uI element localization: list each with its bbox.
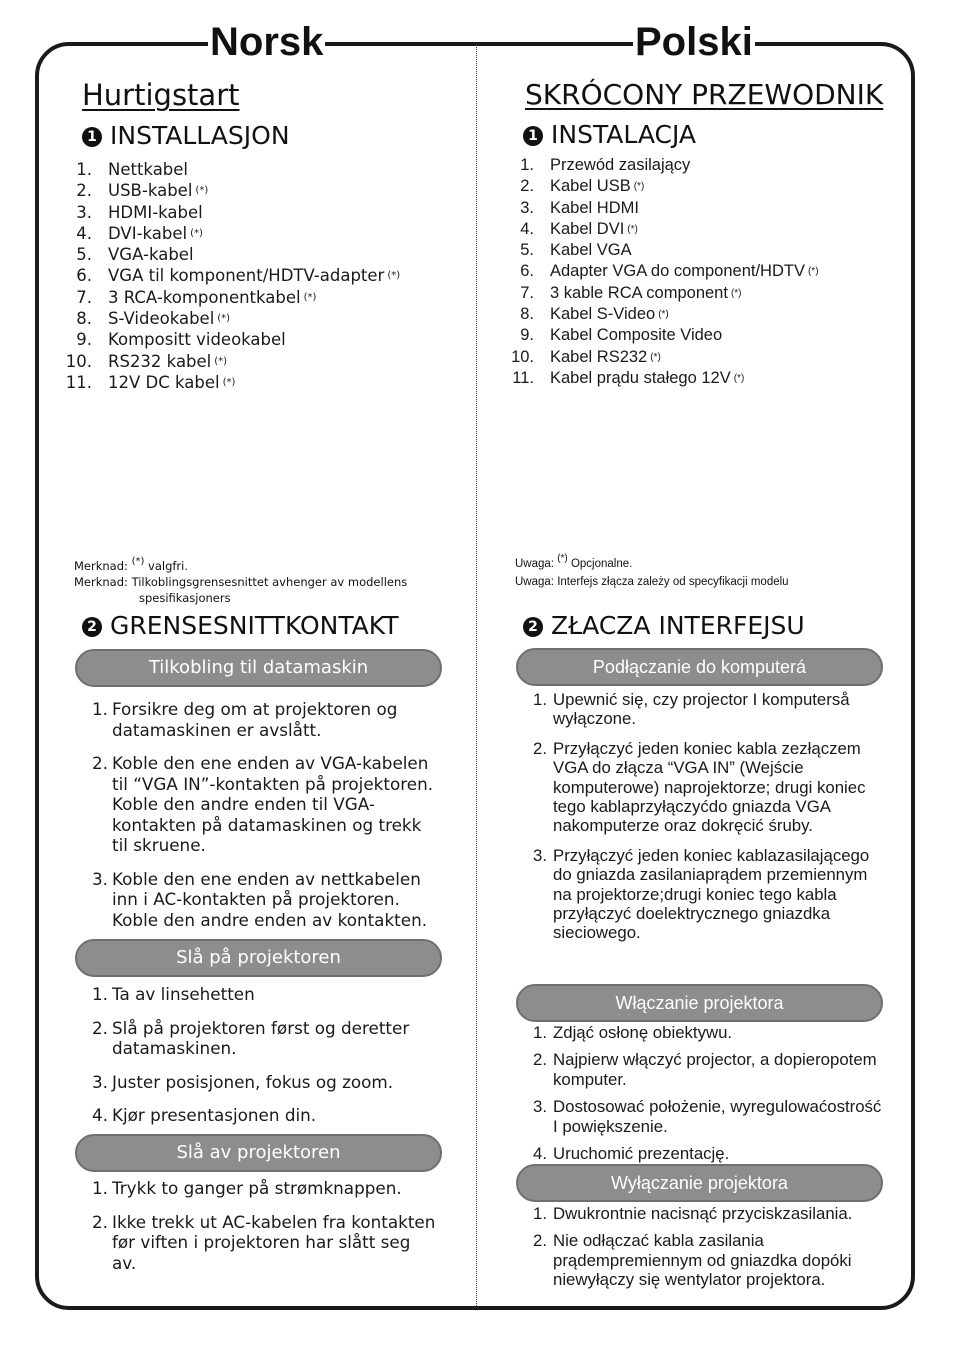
item-label: RS232 kabel bbox=[108, 351, 212, 371]
installation-item: 6. Adapter VGA do component/HDTV (*) bbox=[502, 261, 819, 282]
note-interface: Merknad: Tilkoblingsgrensesnittet avhenger av modellens bbox=[74, 575, 408, 589]
step-text: Trykk to ganger på strømknappen. bbox=[112, 1178, 402, 1198]
section-title: INSTALLASJON bbox=[110, 121, 290, 150]
installation-item: 7. 3 kable RCA component (*) bbox=[502, 283, 819, 304]
installation-items-list bbox=[60, 159, 400, 393]
step-item: 2. Nie odłączać kabla zasilania prądempremiennym od gniazdka dopóki niewyłączy się wentylator projektora. bbox=[533, 1231, 883, 1289]
bar-power-off: Slå av projektoren bbox=[75, 1134, 442, 1172]
step-text: Przyłączyć jeden koniec kabla zezłączem VGA do złącza “VGA IN” (Wejście komputerowe) naprojektorze; drugi koniec tego kablaprzyłączyćdo gniazda VGA nakomputerze oraz dokręcić śruby. bbox=[553, 738, 866, 836]
installation-item: 2. Kabel USB (*) bbox=[502, 176, 819, 197]
step-item: 1. Ta av linsehetten bbox=[92, 984, 437, 1005]
installation-item: 3. HDMI-kabel bbox=[76, 202, 203, 222]
item-label: Kabel VGA bbox=[550, 241, 632, 260]
installation-item: 5. Kabel VGA bbox=[502, 240, 819, 261]
item-label: 12V DC kabel bbox=[108, 372, 220, 392]
note-interface-cont: spesifikasjoners bbox=[139, 591, 231, 605]
bar-connect-computer: Tilkobling til datamaskin bbox=[75, 649, 442, 687]
installation-item: 7. 3 RCA-komponentkabel (*) bbox=[76, 287, 317, 307]
item-label: 3 kable RCA component bbox=[550, 283, 728, 302]
step-item: 3. Dostosować położenie, wyregulowaćostrość I powiększenie. bbox=[533, 1097, 882, 1136]
step-text: Nie odłączać kabla zasilania prądempremiennym od gniazdka dopóki niewyłączy się wentylator projektora. bbox=[553, 1231, 852, 1290]
step-item: 1. Dwukrontnie nacisnąć przyciskzasilania. bbox=[533, 1204, 883, 1223]
installation-items-list bbox=[502, 155, 819, 389]
section-installation-heading bbox=[523, 120, 696, 149]
section-number-badge: 1 bbox=[82, 127, 102, 147]
item-label: Kabel RS232 bbox=[550, 347, 648, 366]
step-text: Juster posisjonen, fokus og zoom. bbox=[112, 1071, 394, 1092]
optional-marker: (*) bbox=[217, 313, 231, 325]
step-item: 3. Koble den ene enden av nettkabelen inn i AC-kontakten på projektoren. Koble den andre enden av kontakten. bbox=[92, 869, 437, 931]
step-item: 1. Upewnić się, czy projector I komputerså wyłączone. bbox=[533, 690, 883, 729]
section-number-badge: 2 bbox=[82, 617, 102, 637]
installation-item: 9. Kompositt videokabel bbox=[76, 330, 286, 350]
installation-item: 1. Nettkabel bbox=[76, 160, 189, 179]
item-label: S-Videokabel bbox=[108, 309, 215, 329]
step-text: Upewnić się, czy projector I komputerså wyłączone. bbox=[553, 690, 850, 729]
section-interface-heading bbox=[523, 611, 805, 640]
optional-marker: (*) bbox=[222, 376, 236, 388]
optional-marker: (*) bbox=[214, 355, 228, 367]
note-optional: Uwaga: (*) Opcjonalne. bbox=[515, 553, 633, 570]
optional-marker: (*) bbox=[387, 270, 401, 282]
step-text: Najpierw włączyć projector, a dopieropotem komputer. bbox=[553, 1050, 877, 1089]
step-item: 3. Juster posisjonen, fokus og zoom. bbox=[92, 1072, 437, 1093]
item-label: Kabel USB bbox=[550, 177, 631, 196]
optional-marker: (*) bbox=[633, 181, 645, 193]
optional-marker: (*) bbox=[807, 266, 819, 278]
steps-power-off bbox=[533, 1204, 883, 1290]
optional-marker: (*) bbox=[190, 227, 203, 239]
item-label: Przewód zasilający bbox=[550, 156, 691, 174]
item-label: Adapter VGA do component/HDTV bbox=[550, 262, 805, 281]
steps-power-on bbox=[92, 984, 437, 1126]
step-item: 4. Kjør presentasjonen din. bbox=[92, 1105, 437, 1126]
section-interface-heading bbox=[82, 611, 399, 640]
installation-item: 5. VGA-kabel bbox=[76, 245, 194, 265]
step-text: Dostosować położenie, wyregulowaćostrość I powiększenie. bbox=[553, 1097, 882, 1136]
bar-power-off: Wyłączanie projektora bbox=[516, 1164, 883, 1202]
notes bbox=[515, 551, 915, 590]
optional-marker: (*) bbox=[627, 223, 638, 235]
step-item: 1. Trykk to ganger på strømknappen. bbox=[92, 1178, 437, 1199]
bar-power-on: Włączanie projektora bbox=[516, 984, 883, 1022]
section-number-badge: 2 bbox=[523, 617, 543, 637]
step-item: 2. Najpierw włączyć projector, a dopieropotem komputer. bbox=[533, 1050, 883, 1089]
optional-marker: (*) bbox=[730, 287, 742, 299]
polski-column bbox=[477, 0, 954, 1354]
item-label: USB-kabel bbox=[108, 181, 193, 201]
installation-item: 10. Kabel RS232 (*) bbox=[502, 347, 819, 368]
step-item: 3. Przyłączyć jeden koniec kablazasilającego do gniazda zasilaniaprądem przemiennym na projektorze;drugi koniec tego kabla przyłączyć doelektrycznego gniazdka sieciowego. bbox=[533, 846, 883, 943]
optional-marker: (*) bbox=[303, 291, 317, 303]
installation-item: 4. Kabel DVI (*) bbox=[502, 219, 819, 240]
note-interface: Uwaga: Interfejs złącza zależy od specyfikacji modelu bbox=[515, 576, 789, 588]
optional-marker: (*) bbox=[733, 372, 745, 384]
steps-power-off bbox=[92, 1178, 437, 1273]
item-label: Kabel Composite Video bbox=[550, 326, 723, 345]
language-title-norsk: Norsk bbox=[208, 14, 325, 70]
step-text: Ikke trekk ut AC-kabelen fra kontakten før viften i projektoren har slått seg av. bbox=[112, 1211, 436, 1273]
step-item: 2. Slå på projektoren først og deretter datamaskinen. bbox=[92, 1018, 437, 1059]
item-label: Kabel S-Video bbox=[550, 305, 656, 324]
section-title: INSTALACJA bbox=[551, 120, 697, 149]
installation-item: 10. RS232 kabel (*) bbox=[65, 351, 228, 371]
section-title: GRENSESNITTKONTAKT bbox=[110, 611, 399, 640]
section-number-badge: 1 bbox=[523, 126, 543, 146]
installation-item: 8. S-Videokabel (*) bbox=[76, 309, 231, 329]
item-label: VGA-kabel bbox=[108, 245, 194, 265]
item-label: Kabel HDMI bbox=[550, 198, 639, 217]
installation-item: 11. Kabel prądu stałego 12V (*) bbox=[502, 368, 819, 389]
note-optional: Merknad: (*) valgfri. bbox=[74, 556, 189, 573]
installation-item: 8. Kabel S-Video (*) bbox=[502, 304, 819, 325]
item-label: Nettkabel bbox=[108, 160, 189, 179]
item-label: Kabel DVI bbox=[550, 219, 625, 238]
quick-start-heading: SKRÓCONY PRZEWODNIK bbox=[525, 78, 884, 111]
step-item: 1. Zdjąć osłonę obiektywu. bbox=[533, 1023, 883, 1042]
bar-power-on: Slå på projektoren bbox=[75, 939, 442, 977]
step-item: 2. Ikke trekk ut AC-kabelen fra kontakten før viften i projektoren har slått seg av. bbox=[92, 1211, 436, 1273]
item-label: 3 RCA-komponentkabel bbox=[108, 287, 301, 307]
step-text: Zdjąć osłonę obiektywu. bbox=[553, 1023, 733, 1042]
step-text: Slå på projektoren først og deretter datamaskinen. bbox=[112, 1017, 410, 1058]
step-text: Koble den ene enden av VGA-kabelen til “VGA IN”-kontakten på projektoren. Koble den andre enden til VGA-kontakten på datamaskinen og trekk til skruene. bbox=[112, 753, 434, 855]
installation-item: 3. Kabel HDMI bbox=[502, 198, 819, 219]
steps-connect-computer bbox=[533, 690, 883, 943]
step-text: Koble den ene enden av nettkabelen inn i AC-kontakten på projektoren. Koble den andre enden av kontakten. bbox=[112, 868, 428, 930]
item-label: DVI-kabel bbox=[108, 223, 188, 243]
item-label: Kabel prądu stałego 12V bbox=[550, 368, 731, 387]
step-text: Kjør presentasjonen din. bbox=[112, 1105, 317, 1125]
optional-marker: (*) bbox=[195, 185, 209, 197]
section-title: ZŁACZA INTERFEJSU bbox=[551, 611, 805, 640]
section-installation-heading bbox=[82, 121, 290, 150]
norsk-column bbox=[0, 0, 476, 1354]
item-label: VGA til komponent/HDTV-adapter bbox=[108, 266, 385, 286]
optional-marker: (*) bbox=[650, 351, 661, 363]
step-text: Uruchomić prezentację. bbox=[553, 1144, 730, 1164]
step-item: 4. Uruchomić prezentację. bbox=[533, 1144, 883, 1163]
language-title-polski: Polski bbox=[633, 14, 755, 70]
step-text: Ta av linsehetten bbox=[112, 984, 255, 1004]
steps-power-on bbox=[533, 1023, 883, 1163]
step-item: 2. Koble den ene enden av VGA-kabelen til “VGA IN”-kontakten på projektoren. Koble den andre enden til VGA-kontakten på datamaskinen og trekk til skruene. bbox=[92, 753, 437, 856]
step-text: Dwukrontnie nacisnąć przyciskzasilania. bbox=[553, 1204, 853, 1223]
installation-item: 9. Kabel Composite Video bbox=[502, 325, 819, 346]
steps-connect-computer bbox=[92, 699, 437, 930]
installation-item: 1. Przewód zasilający bbox=[502, 155, 819, 176]
step-item: 1. Forsikre deg om at projektoren og datamaskinen er avslått. bbox=[92, 699, 437, 740]
notes bbox=[74, 554, 454, 606]
optional-marker: (*) bbox=[658, 309, 669, 321]
installation-item: 6. VGA til komponent/HDTV-adapter (*) bbox=[76, 266, 401, 286]
quick-start-heading: Hurtigstart bbox=[82, 78, 240, 112]
step-text: Przyłączyć jeden koniec kablazasilającego do gniazda zasilaniaprądem przemiennym na projektorze;drugi koniec tego kabla przyłączyć doelektrycznego gniazdka sieciowego. bbox=[553, 845, 870, 943]
installation-item: 4. DVI-kabel (*) bbox=[76, 223, 203, 243]
bar-connect-computer: Podłączanie do komputerá bbox=[516, 648, 883, 686]
step-item: 2. Przyłączyć jeden koniec kabla zezłączem VGA do złącza “VGA IN” (Wejście komputerowe) naprojektorze; drugi koniec tego kablaprzyłączyćdo gniazda VGA nakomputerze oraz dokręcić śruby. bbox=[533, 739, 883, 836]
installation-item: 2. USB-kabel (*) bbox=[76, 181, 209, 201]
item-label: Kompositt videokabel bbox=[108, 330, 286, 350]
installation-item: 11. 12V DC kabel (*) bbox=[65, 372, 236, 392]
step-text: Forsikre deg om at projektoren og datamaskinen er avslått. bbox=[112, 699, 398, 740]
item-label: HDMI-kabel bbox=[108, 202, 203, 222]
